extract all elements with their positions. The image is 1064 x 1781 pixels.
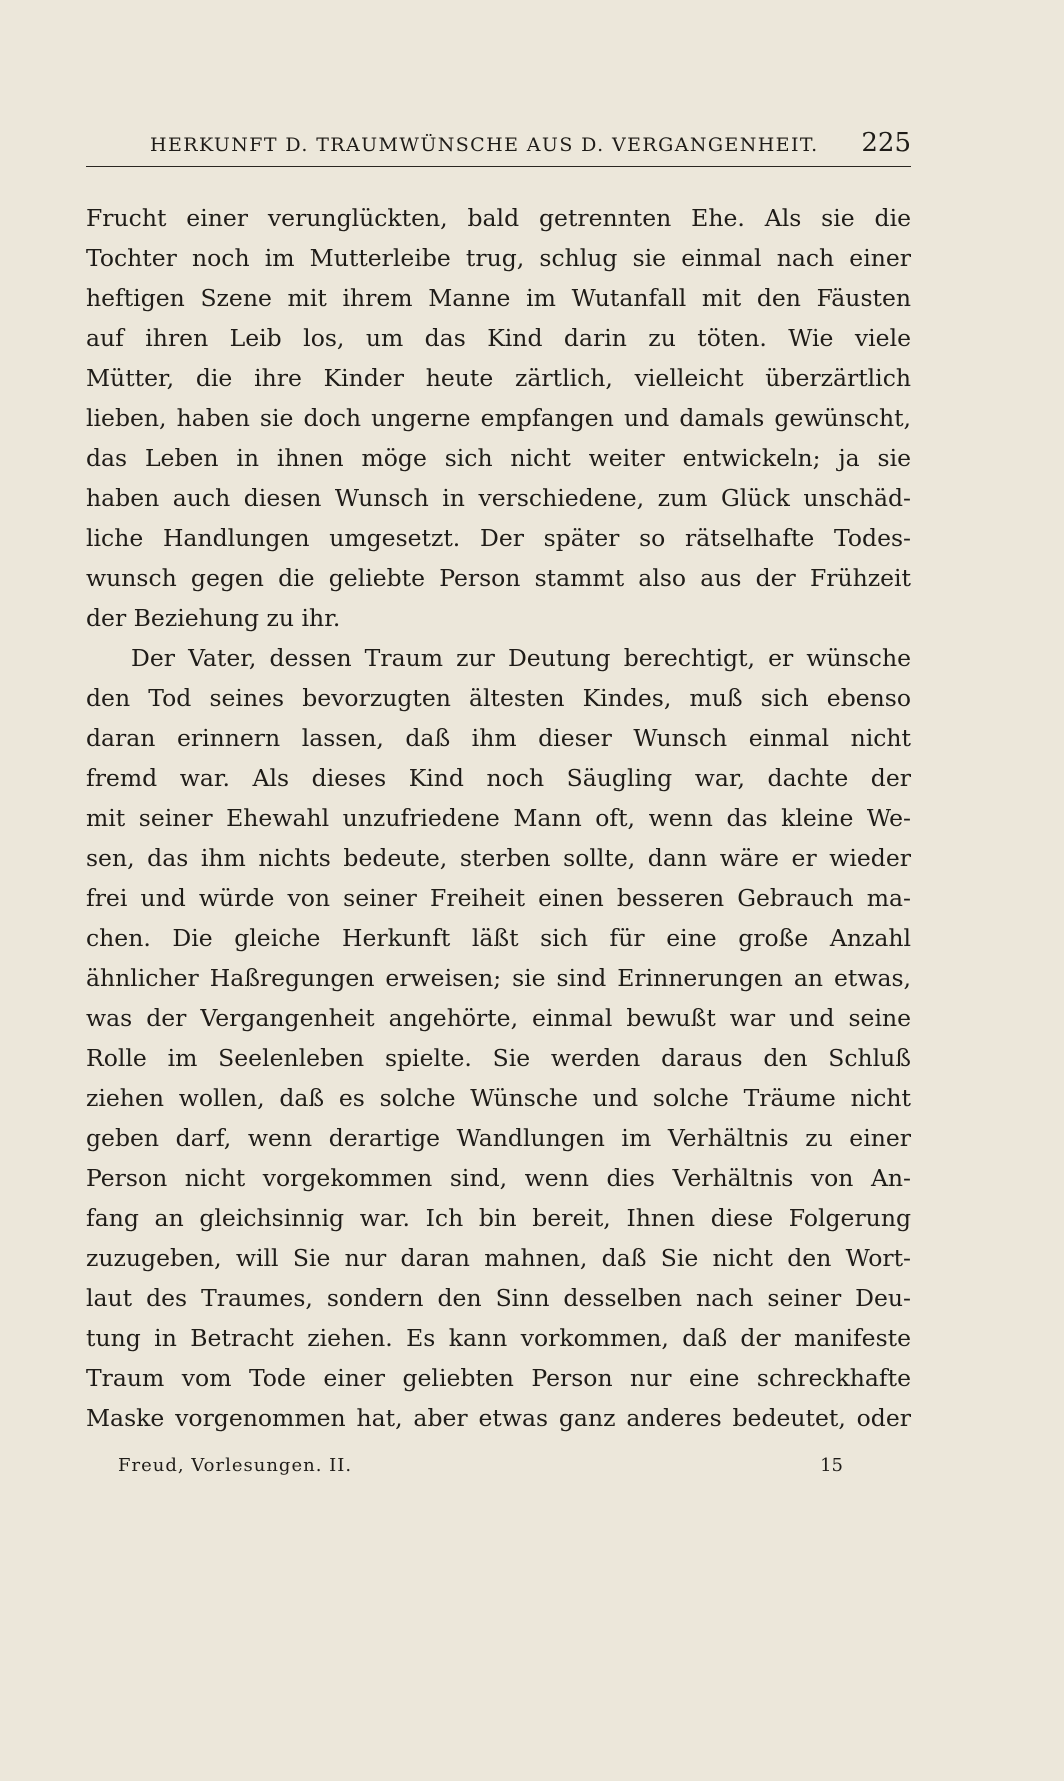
page-footer: [118, 1455, 843, 1481]
footer-signature: Freud, Vorlesungen. II.: [118, 1455, 353, 1476]
text-line: wunsch gegen die geliebte Person stammt also aus der Frühzeit: [86, 564, 911, 592]
text-line: liche Handlungen umgesetzt. Der später so rätselhafte Todes-: [86, 524, 911, 552]
text-line: Rolle im Seelenleben spielte. Sie werden daraus den Schluß: [86, 1044, 911, 1072]
text-line: fremd war. Als dieses Kind noch Säugling war, dachte der: [86, 764, 911, 792]
text-line: Traum vom Tode einer geliebten Person nur eine schreckhafte: [86, 1364, 911, 1392]
text-line: haben auch diesen Wunsch in verschiedene, zum Glück unschäd-: [86, 484, 911, 512]
text-line: ziehen wollen, daß es solche Wünsche und solche Träume nicht: [86, 1084, 911, 1112]
text-line: auf ihren Leib los, um das Kind darin zu töten. Wie viele: [86, 324, 911, 352]
text-line: Frucht einer verunglückten, bald getrennten Ehe. Als sie die: [86, 204, 911, 232]
body-text: [86, 198, 911, 1438]
text-line: laut des Traumes, sondern den Sinn desselben nach seiner Deu-: [86, 1284, 911, 1312]
text-line: was der Vergangenheit angehörte, einmal bewußt war und seine: [86, 1004, 911, 1032]
text-line: Tochter noch im Mutterleibe trug, schlug sie einmal nach einer: [86, 244, 911, 272]
running-head: [86, 128, 911, 164]
text-line: heftigen Szene mit ihrem Manne im Wutanfall mit den Fäusten: [86, 284, 911, 312]
text-line: Der Vater, dessen Traum zur Deutung berechtigt, er wünsche: [131, 644, 911, 672]
text-line: den Tod seines bevorzugten ältesten Kindes, muß sich ebenso: [86, 684, 911, 712]
text-line: das Leben in ihnen möge sich nicht weiter entwickeln; ja sie: [86, 444, 911, 472]
text-line: Person nicht vorgekommen sind, wenn dies Verhältnis von An-: [86, 1164, 911, 1192]
signature-mark: 15: [820, 1455, 843, 1476]
text-line: der Beziehung zu ihr.: [86, 604, 341, 632]
text-line: Mütter, die ihre Kinder heute zärtlich, vielleicht überzärtlich: [86, 364, 911, 392]
page-number: 225: [861, 128, 911, 158]
text-line: geben darf, wenn derartige Wandlungen im Verhältnis zu einer: [86, 1124, 911, 1152]
header-rule: [86, 166, 911, 167]
text-line: lieben, haben sie doch ungerne empfangen und damals gewünscht,: [86, 404, 911, 432]
text-line: daran erinnern lassen, daß ihm dieser Wunsch einmal nicht: [86, 724, 911, 752]
text-line: frei und würde von seiner Freiheit einen besseren Gebrauch ma-: [86, 884, 911, 912]
text-line: tung in Betracht ziehen. Es kann vorkommen, daß der manifeste: [86, 1324, 911, 1352]
text-line: Maske vorgenommen hat, aber etwas ganz anderes bedeutet, oder: [86, 1404, 911, 1432]
text-line: mit seiner Ehewahl unzufriedene Mann oft, wenn das kleine We-: [86, 804, 911, 832]
text-line: fang an gleichsinnig war. Ich bin bereit, Ihnen diese Folgerung: [86, 1204, 911, 1232]
text-line: ähnlicher Haßregungen erweisen; sie sind Erinnerungen an etwas,: [86, 964, 911, 992]
text-line: zuzugeben, will Sie nur daran mahnen, daß Sie nicht den Wort-: [86, 1244, 911, 1272]
text-line: chen. Die gleiche Herkunft läßt sich für eine große Anzahl: [86, 924, 911, 952]
text-line: sen, das ihm nichts bedeute, sterben sollte, dann wäre er wieder: [86, 844, 911, 872]
running-title: HERKUNFT D. TRAUMWÜNSCHE AUS D. VERGANGENHEIT.: [150, 134, 819, 156]
